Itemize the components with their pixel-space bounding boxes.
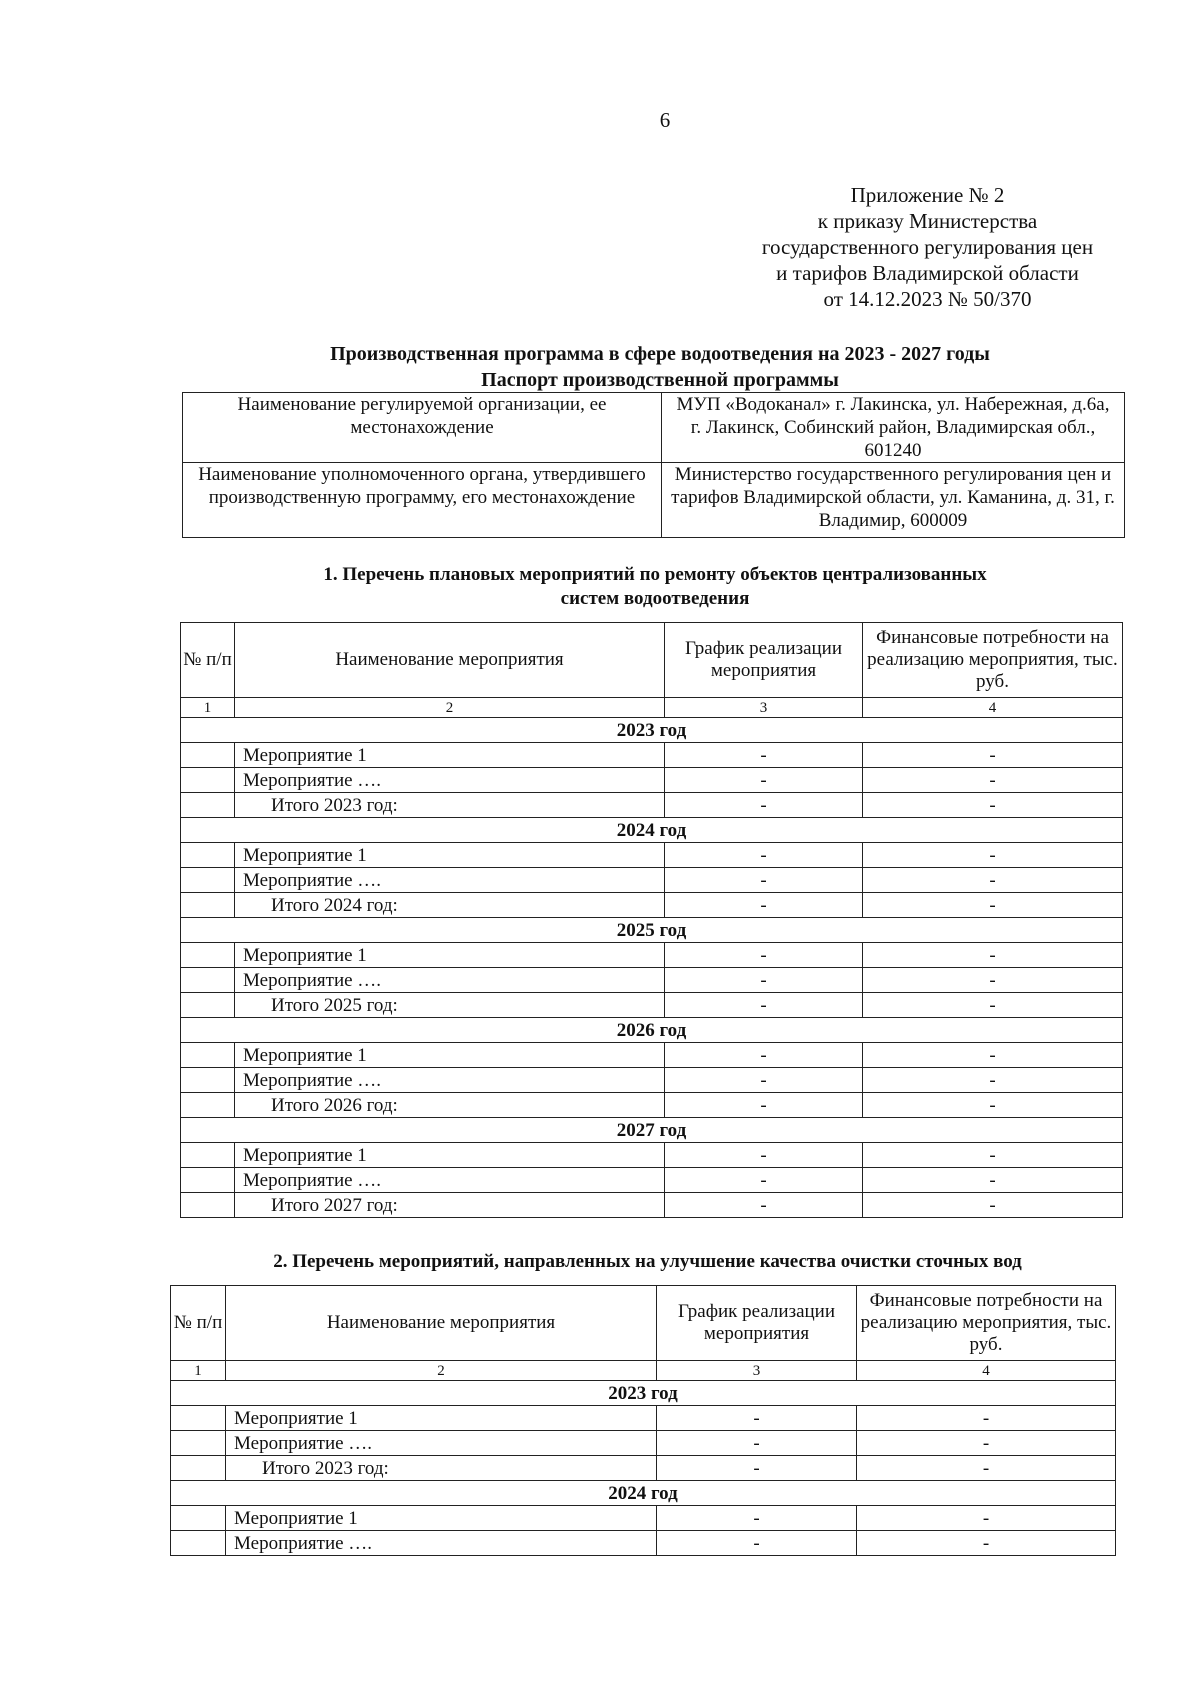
- schedule-cell: -: [665, 893, 863, 918]
- column-index-row: [171, 1361, 1116, 1381]
- header-schedule: График реализации мероприятия: [665, 623, 863, 698]
- finance-cell: -: [857, 1456, 1116, 1481]
- activity-name: Мероприятие ….: [235, 968, 665, 993]
- table-row: [171, 1506, 1116, 1531]
- activity-name: Мероприятие 1: [235, 1043, 665, 1068]
- total-label: Итого 2024 год:: [235, 893, 665, 918]
- year-label: 2025 год: [181, 918, 1123, 943]
- column-index: 1: [181, 698, 235, 718]
- column-index: 4: [863, 698, 1123, 718]
- header-name: Наименование мероприятия: [226, 1286, 657, 1361]
- section-title-line: 1. Перечень плановых мероприятий по ремонту объектов централизованных: [323, 564, 987, 585]
- appendix-line: Приложение № 2: [850, 183, 1005, 207]
- total-row: [181, 793, 1123, 818]
- table-row: [181, 868, 1123, 893]
- section-title-line: систем водоотведения: [560, 588, 750, 609]
- schedule-cell: -: [657, 1506, 857, 1531]
- activity-name: Мероприятие 1: [226, 1506, 657, 1531]
- total-label: Итого 2023 год:: [226, 1456, 657, 1481]
- table-row: [181, 943, 1123, 968]
- year-row: [181, 1118, 1123, 1143]
- table-row: [181, 1143, 1123, 1168]
- schedule-cell: -: [665, 768, 863, 793]
- schedule-cell: -: [657, 1531, 857, 1556]
- table-header-row: [171, 1286, 1116, 1361]
- activity-name: Мероприятие ….: [226, 1531, 657, 1556]
- year-label: 2024 год: [181, 818, 1123, 843]
- header-finance: Финансовые потребности на реализацию мероприятия, тыс. руб.: [863, 623, 1123, 698]
- treatment-quality-table: [170, 1285, 1116, 1556]
- table-row: [181, 743, 1123, 768]
- schedule-cell: -: [665, 1093, 863, 1118]
- activity-name: Мероприятие 1: [235, 943, 665, 968]
- activity-name: Мероприятие 1: [235, 1143, 665, 1168]
- table-header-row: [181, 623, 1123, 698]
- table-row: [181, 968, 1123, 993]
- passport-value: МУП «Водоканал» г. Лакинска, ул. Набережная, д.6а, г. Лакинск, Собинский район, Владимирская обл., 601240: [662, 393, 1125, 463]
- table-row: [181, 1068, 1123, 1093]
- activity-name: Мероприятие ….: [226, 1431, 657, 1456]
- schedule-cell: -: [665, 1068, 863, 1093]
- finance-cell: -: [863, 843, 1123, 868]
- schedule-cell: -: [665, 1168, 863, 1193]
- schedule-cell: -: [657, 1431, 857, 1456]
- schedule-cell: -: [665, 793, 863, 818]
- finance-cell: -: [857, 1431, 1116, 1456]
- activity-name: Мероприятие ….: [235, 1068, 665, 1093]
- total-row: [181, 1193, 1123, 1218]
- year-label: 2024 год: [171, 1481, 1116, 1506]
- finance-cell: -: [863, 1043, 1123, 1068]
- header-name: Наименование мероприятия: [235, 623, 665, 698]
- passport-table: [182, 392, 1125, 538]
- schedule-cell: -: [657, 1406, 857, 1431]
- schedule-cell: -: [665, 993, 863, 1018]
- finance-cell: -: [863, 943, 1123, 968]
- schedule-cell: -: [665, 968, 863, 993]
- table-row: [171, 1531, 1116, 1556]
- passport-label: Наименование регулируемой организации, ее местонахождение: [183, 393, 662, 463]
- appendix-line: от 14.12.2023 № 50/370: [823, 287, 1032, 311]
- table-row: [181, 1043, 1123, 1068]
- activity-name: Мероприятие 1: [235, 743, 665, 768]
- appendix-line: государственного регулирования цен: [761, 235, 1094, 259]
- table-row: [171, 1406, 1116, 1431]
- activity-name: Мероприятие ….: [235, 768, 665, 793]
- section-2-title: 2. Перечень мероприятий, направленных на улучшение качества очистки сточных вод: [273, 1251, 1022, 1272]
- schedule-cell: -: [665, 843, 863, 868]
- finance-cell: -: [863, 768, 1123, 793]
- schedule-cell: -: [665, 1043, 863, 1068]
- document-title: Производственная программа в сфере водоотведения на 2023 - 2027 годы: [330, 343, 990, 365]
- column-index: 4: [857, 1361, 1116, 1381]
- year-row: [171, 1481, 1116, 1506]
- year-row: [181, 1018, 1123, 1043]
- finance-cell: -: [863, 893, 1123, 918]
- appendix-block: [745, 182, 1110, 312]
- year-label: 2023 год: [171, 1381, 1116, 1406]
- finance-cell: -: [863, 743, 1123, 768]
- document-subtitle: Паспорт производственной программы: [481, 369, 839, 391]
- finance-cell: -: [863, 1193, 1123, 1218]
- year-label: 2026 год: [181, 1018, 1123, 1043]
- total-label: Итого 2025 год:: [235, 993, 665, 1018]
- column-index: 3: [665, 698, 863, 718]
- finance-cell: -: [863, 993, 1123, 1018]
- column-index: 1: [171, 1361, 226, 1381]
- header-num: № п/п: [181, 623, 235, 698]
- section-1-title: [0, 563, 1200, 611]
- total-row: [171, 1456, 1116, 1481]
- year-row: [181, 918, 1123, 943]
- finance-cell: -: [863, 868, 1123, 893]
- table-row: [171, 1431, 1116, 1456]
- activity-name: Мероприятие ….: [235, 868, 665, 893]
- total-label: Итого 2027 год:: [235, 1193, 665, 1218]
- finance-cell: -: [857, 1506, 1116, 1531]
- finance-cell: -: [857, 1531, 1116, 1556]
- appendix-line: и тарифов Владимирской области: [776, 261, 1079, 285]
- passport-row: [183, 393, 1125, 463]
- finance-cell: -: [863, 1143, 1123, 1168]
- activity-name: Мероприятие 1: [226, 1406, 657, 1431]
- appendix-line: к приказу Министерства: [817, 209, 1038, 233]
- column-index: 3: [657, 1361, 857, 1381]
- total-row: [181, 993, 1123, 1018]
- passport-label: Наименование уполномоченного органа, утвердившего производственную программу, его местонахождение: [183, 463, 662, 538]
- schedule-cell: -: [665, 1193, 863, 1218]
- column-index: 2: [226, 1361, 657, 1381]
- header-schedule: График реализации мероприятия: [657, 1286, 857, 1361]
- total-row: [181, 893, 1123, 918]
- passport-value: Министерство государственного регулирования цен и тарифов Владимирской области, ул. Каманина, д. 31, г. Владимир, 600009: [662, 463, 1125, 538]
- activity-name: Мероприятие ….: [235, 1168, 665, 1193]
- schedule-cell: -: [665, 1143, 863, 1168]
- total-row: [181, 1093, 1123, 1118]
- activity-name: Мероприятие 1: [235, 843, 665, 868]
- year-label: 2027 год: [181, 1118, 1123, 1143]
- year-label: 2023 год: [181, 718, 1123, 743]
- year-row: [171, 1381, 1116, 1406]
- header-num: № п/п: [171, 1286, 226, 1361]
- total-label: Итого 2026 год:: [235, 1093, 665, 1118]
- total-label: Итого 2023 год:: [235, 793, 665, 818]
- year-row: [181, 718, 1123, 743]
- finance-cell: -: [857, 1406, 1116, 1431]
- finance-cell: -: [863, 1168, 1123, 1193]
- finance-cell: -: [863, 793, 1123, 818]
- finance-cell: -: [863, 1068, 1123, 1093]
- table-row: [181, 768, 1123, 793]
- repair-plan-table: [180, 622, 1123, 1218]
- year-row: [181, 818, 1123, 843]
- passport-row: [183, 463, 1125, 538]
- column-index: 2: [235, 698, 665, 718]
- schedule-cell: -: [657, 1456, 857, 1481]
- schedule-cell: -: [665, 868, 863, 893]
- schedule-cell: -: [665, 943, 863, 968]
- page-number: 6: [659, 108, 671, 132]
- schedule-cell: -: [665, 743, 863, 768]
- header-finance: Финансовые потребности на реализацию мероприятия, тыс. руб.: [857, 1286, 1116, 1361]
- table-row: [181, 1168, 1123, 1193]
- column-index-row: [181, 698, 1123, 718]
- table-row: [181, 843, 1123, 868]
- finance-cell: -: [863, 1093, 1123, 1118]
- finance-cell: -: [863, 968, 1123, 993]
